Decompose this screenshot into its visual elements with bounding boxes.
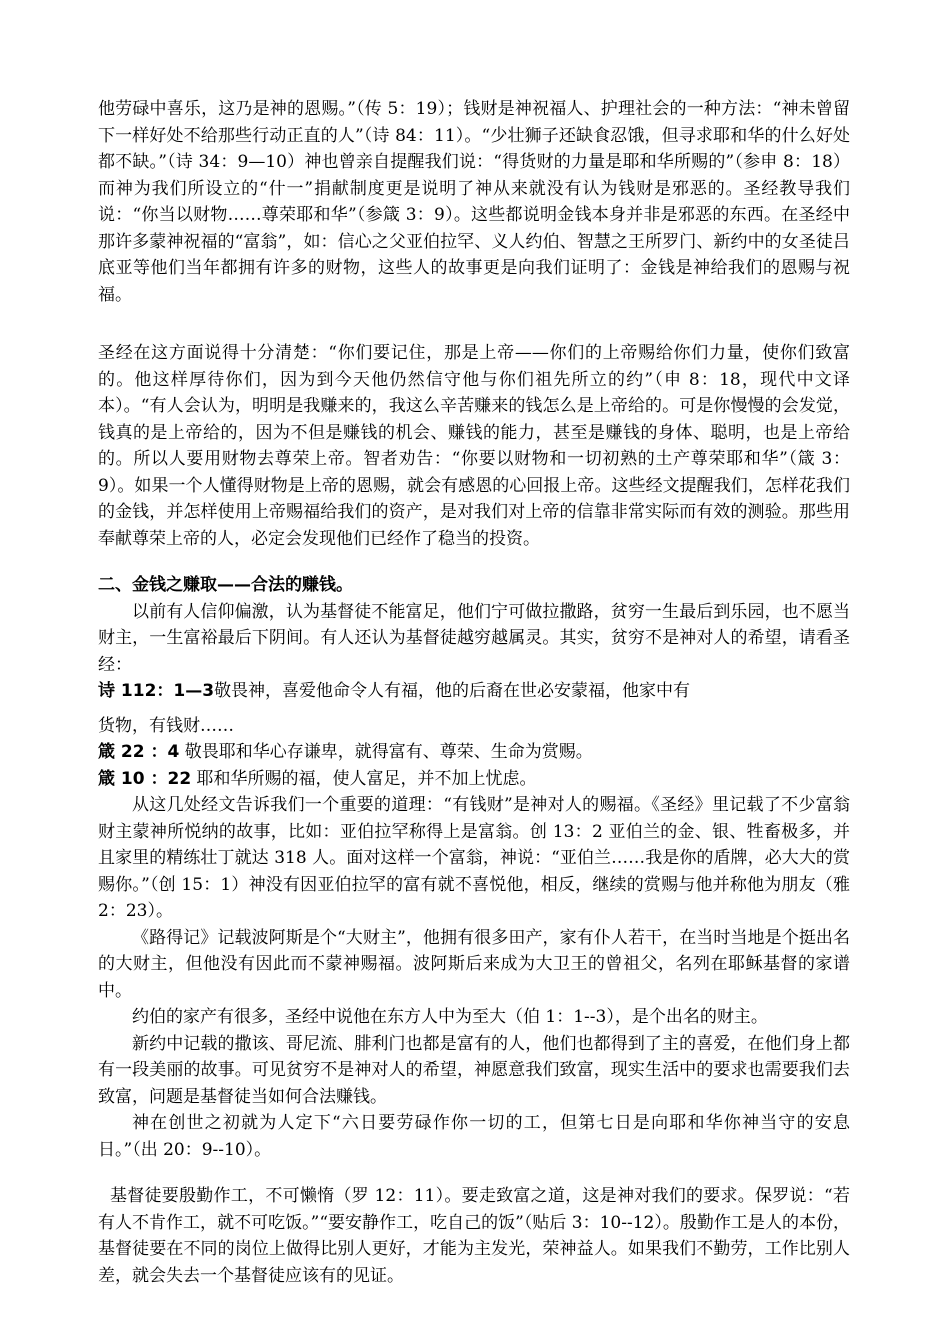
spacer <box>98 308 850 340</box>
paragraph-six-days-work: 神在创世之初就为人定下“六日要劳碌作你一切的工，但第七日是向耶和华你神当守的安息日。”（出 20：9--10）。 <box>98 1113 850 1160</box>
section-heading-earning-money: 二、金钱之赚取——合法的赚钱。 <box>98 575 353 595</box>
paragraph-new-testament-rich: 新约中记载的撒该、哥尼流、腓利门也都是富有的人，他们也都得到了主的喜爱，在他们身上都有一段美丽的故事。可见贫穷不是神对人的希望，神愿意我们致富，现实生活中的要求也需要我们去致富，问题是基督徒当如何合法赚钱。 <box>98 1033 850 1107</box>
paragraph-diligent-work: 基督徒要殷勤作工，不可懒惰（罗 12：11）。要走致富之道，这是神对我们的要求。保罗说：“若有人不肯作工，就不可吃饭。”“要安静作工，吃自己的饭”（贴后 3：10--12）。殷勤作工是人的本份，基督徒要在不同的岗位上做得比别人更好，才能为主发光，荣神益人。如果我们不勤劳，工作比别人差，就会失去一个基督徒应该有的见证。 <box>98 1186 850 1286</box>
paragraph-boaz: 《路得记》记载波阿斯是个“大财主”，他拥有很多田产，家有仆人若干，在当时当地是个挺出名的大财主，但他没有因此而不蒙神赐福。波阿斯后来成为大卫王的曾祖父，名列在耶稣基督的家谱中。 <box>98 927 850 1001</box>
verse-reference: 诗 112：1—3 <box>98 681 215 701</box>
spacer <box>98 1163 850 1183</box>
verse-text: 敬畏神，喜爱他命令人有福，他的后裔在世必安蒙福，他家中有 <box>214 681 691 701</box>
verse-psalm-112-continued: 货物，有钱财…… <box>98 715 234 736</box>
paragraph-abraham-wealth: 从这几处经文告诉我们一个重要的道理：“有钱财”是神对人的赐福。《圣经》里记载了不少富翁财主蒙神所悦纳的故事，比如：亚伯拉罕称得上是富翁。创 13：2 亚伯兰的金、银、牲畜极多，并且家里的精练壮丁就达 318 人。面对这样一个富翁，神说：“亚伯兰……我是你的盾牌，必大大的赏赐你。”（创 15：1）神没有因亚伯拉罕的富有就不喜悦他，相反，继续的赏赐与他并称他为朋友（雅 2：23）。 <box>98 795 850 921</box>
verse-text: 敬畏耶和华心存谦卑，就得富有、尊荣、生命为赏赐。 <box>179 742 593 762</box>
paragraph-blessing-of-wealth: 他劳碌中喜乐，这乃是神的恩赐。”（传 5：19）；钱财是神祝福人、护理社会的一种方法：“神未曾留下一样好处不给那些行动正直的人”（诗 84：11）。“少壮狮子还缺食忍饿，但寻求耶和华的什么好处都不缺。”（诗 34：9—10）神也曾亲自提醒我们说：“得货财的力量是耶和华所赐的”（参申 8：18）而神为我们所设立的“什一”捐献制度更是说明了神从来就没有认为钱财是邪恶的。圣经教导我们说：“你当以财物……尊荣耶和华”（参箴 3：9）。这些都说明金钱本身并非是邪恶的东西。在圣经中那许多蒙神祝福的“富翁”，如：信心之父亚伯拉罕、义人约伯、智慧之王所罗门、新约中的女圣徒吕底亚等他们当年都拥有许多的财物，这些人的故事更是向我们证明了：金钱是神给我们的恩赐与祝福。 <box>98 99 850 305</box>
spacer <box>98 552 850 572</box>
verse-reference: 箴 10 ：22 <box>98 768 192 789</box>
paragraph-job: 约伯的家产有很多，圣经中说他在东方人中为至大（伯 1：1--3），是个出名的财主。 <box>132 1007 768 1027</box>
spacer <box>98 705 850 713</box>
verse-proverbs-10 <box>98 766 850 793</box>
verse-proverbs-22 <box>98 739 850 766</box>
verse-psalm-112 <box>98 678 850 705</box>
paragraph-god-gives-power: 圣经在这方面说得十分清楚：“你们要记住，那是上帝——你们的上帝赐给你们力量，使你们致富的。他这样厚待你们，因为到今天他仍然信守他与你们祖先所立的约”（申 8：18，现代中文译本）。“有人会认为，明明是我赚来的，我这么辛苦赚来的钱怎么是上帝给的。可是你慢慢的会发觉，钱真的是上帝给的，因为不但是赚钱的机会、赚钱的能力，甚至是赚钱的身体、聪明，也是上帝给的。所以人要用财物去尊荣上帝。智者劝告：“你要以财物和一切初熟的土产尊荣耶和华”（箴 3：9）。如果一个人懂得财物是上帝的恩赐，就会有感恩的心回报上帝。这些经文提醒我们，怎样花我们的金钱，并怎样使用上帝赐福给我们的资产，是对我们对上帝的信靠非常实际而有效的测验。那些用奉献尊荣上帝的人，必定会发现他们已经作了稳当的投资。 <box>98 343 850 549</box>
verse-text: 耶和华所赐的福，使人富足，并不加上忧虑。 <box>191 768 537 789</box>
verse-reference: 箴 22 ：4 <box>98 742 180 762</box>
document-page <box>98 96 850 1289</box>
paragraph-poverty-not-gods-wish: 以前有人信仰偏激，认为基督徒不能富足，他们宁可做拉撒路，贫穷一生最后到乐园，也不愿当财主，一生富裕最后下阴间。有人还认为基督徒越穷越属灵。其实，贫穷不是神对人的希望，请看圣经： <box>98 601 850 675</box>
